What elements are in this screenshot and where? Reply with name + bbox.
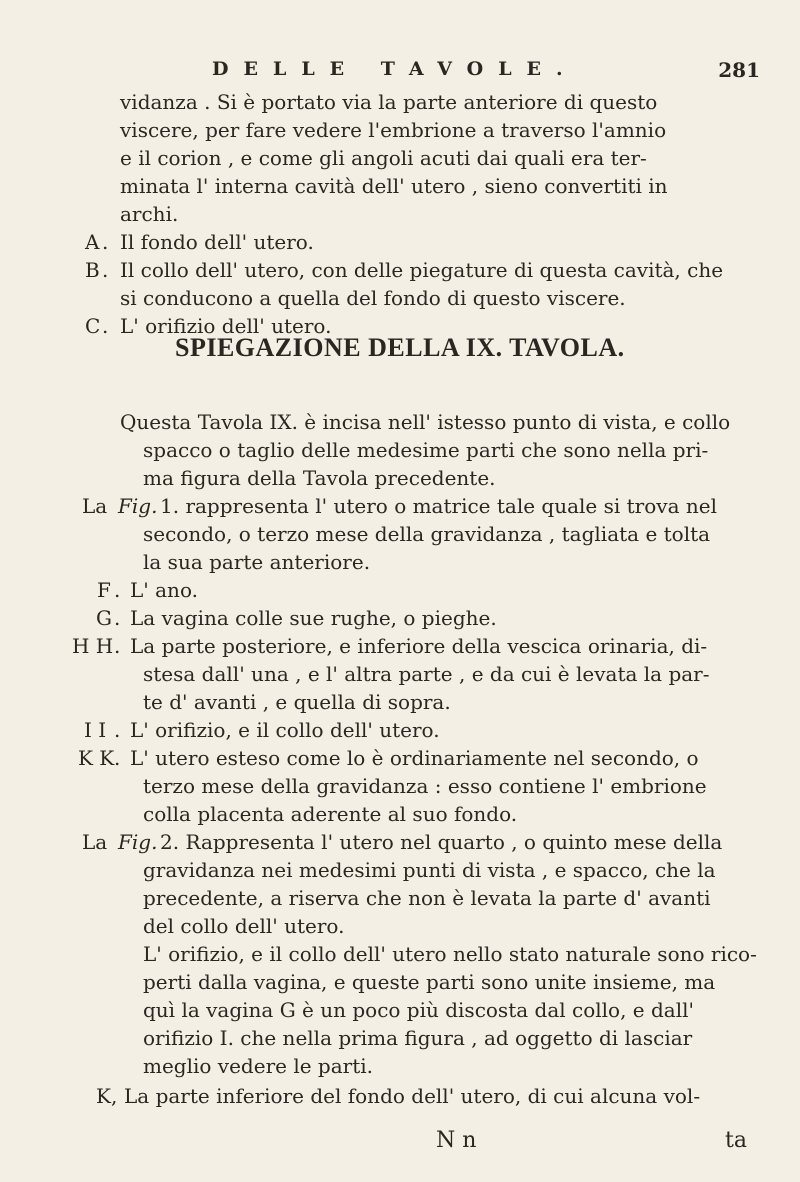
text-line: precedente, a riserva che non è levata la parte d' avanti	[143, 886, 711, 910]
text-line: secondo, o terzo mese della gravidanza , tagliata e tolta	[143, 522, 711, 546]
text-line: vidanza . Si è portato via la parte anteriore di questo	[120, 90, 658, 114]
book-page: DELLE TAVOLE. 281 vidanza . Si è portato via la parte anteriore di questo viscere, per fare vedere l'embrione a traverso l'amnio e il corion , e come gli angoli acuti dai quali era ter- minata l' interna cavità dell' utero , sieno convertiti in archi. A . Il fondo dell' utero. B . Il collo dell' utero, con delle piegature di questa cavità, che si conducono a quella del fondo di questo viscere. C . L' orifizio dell' utero. SPIEGAZIONE DELLA IX. TAVOLA. Questa Tavola IX. è incisa nell' istesso punto di vista, e collo spacco o taglio delle medesime parti che sono nella pri- ma figura della Tavola precedente. La Fig. 1. rappresenta l' utero o matrice tale quale si trova nel secondo, o terzo mese della gravidanza , tagliata e tolta la sua parte anteriore. F . L' ano. G . La vagina colle sue rughe, o pieghe. H H . La parte posteriore, e inferiore della vescica orinaria, di- stesa dall' una , e l' altra parte , e da cui è levata la par- te d' avanti , e quella di sopra. I I . L' orifizio, e il collo dell' utero. K K . L' utero esteso come lo è ordinariamente nel secondo, o terzo mese della gravidanza : esso contiene l' embrione colla placenta aderente al suo fondo. La Fig. 2. Rappresenta l' utero nel quarto , o quinto mese della gravidanza nei medesimi punti di vista , e spacco, che la precedente, a riserva che non è levata la parte d' avanti del collo dell' utero. L' orifizio, e il collo dell' utero nello stato naturale sono rico- perti dalla vagina, e queste parti sono unite insieme, ma quì la vagina G è un poco più discosta dal collo, e dall' orifizio I. che nella prima figura , ad oggetto di lasciar meglio vedere le parti. K , La parte inferiore del fondo dell' utero, di cui alcuna vol- N n ta	[0, 0, 800, 1182]
item-text-hh: te d' avanti , e quella di sopra.	[143, 690, 451, 714]
text-line: la sua parte anteriore.	[143, 550, 371, 574]
text-line: Questa Tavola IX. è incisa nell' istesso punto di vista, e collo	[120, 410, 731, 434]
item-label-kk: K K	[78, 746, 115, 770]
item-text-g: La vagina colle sue rughe, o pieghe.	[130, 606, 497, 630]
text-line: 1. rappresenta l' utero o matrice tale quale si trova nel	[160, 494, 717, 518]
text-line: del collo dell' utero.	[143, 914, 345, 938]
text-line: gravidanza nei medesimi punti di vista , e spacco, che la	[143, 858, 716, 882]
item-text-k: La parte inferiore del fondo dell' utero, di cui alcuna vol-	[124, 1084, 701, 1108]
item-text-kk: colla placenta aderente al suo fondo.	[143, 802, 518, 826]
item-label-f: F	[97, 578, 111, 602]
item-text-hh: La parte posteriore, e inferiore della vescica orinaria, di-	[130, 634, 708, 658]
running-head	[0, 58, 800, 88]
fig-label: Fig.	[118, 830, 158, 854]
text-line: L' orifizio, e il collo dell' utero nello stato naturale sono rico-	[143, 942, 757, 966]
item-text-b: Il collo dell' utero, con delle piegature di questa cavità, che	[120, 258, 724, 282]
item-text-kk: terzo mese della gravidanza : esso contiene l' embrione	[143, 774, 707, 798]
text-line: viscere, per fare vedere l'embrione a traverso l'amnio	[120, 118, 667, 142]
item-text-ii: L' orifizio, e il collo dell' utero.	[130, 718, 440, 742]
text-line: minata l' interna cavità dell' utero , sieno convertiti in	[120, 174, 668, 198]
item-text-kk: L' utero esteso come lo è ordinariamente nel secondo, o	[130, 746, 699, 770]
item-label-k: K	[96, 1084, 111, 1108]
text-line: quì la vagina G è un poco più discosta dal collo, e dall'	[143, 998, 694, 1022]
text-line: e il corion , e come gli angoli acuti dai quali era ter-	[120, 146, 647, 170]
section-title: SPIEGAZIONE DELLA IX. TAVOLA.	[175, 333, 625, 362]
item-text-a: Il fondo dell' utero.	[120, 230, 314, 254]
text-line: perti dalla vagina, e queste parti sono unite insieme, ma	[143, 970, 716, 994]
running-title: DELLE TAVOLE.	[212, 58, 578, 80]
text-line: meglio vedere le parti.	[143, 1054, 373, 1078]
item-text-hh: stesa dall' una , e l' altra parte , e da cui è levata la par-	[143, 662, 710, 686]
item-label-b: B	[85, 258, 100, 282]
item-label-g: G	[96, 606, 112, 630]
text-line: spacco o taglio delle medesime parti che sono nella pri-	[143, 438, 709, 462]
fig-prefix: La	[82, 494, 108, 518]
text-line: orifizio I. che nella prima figura , ad oggetto di lasciar	[143, 1026, 693, 1050]
item-text-b: si conducono a quella del fondo di questo viscere.	[120, 286, 626, 310]
item-label-c: C	[85, 314, 101, 338]
text-line: ma figura della Tavola precedente.	[143, 466, 496, 490]
text-line: 2. Rappresenta l' utero nel quarto , o quinto mese della	[160, 830, 723, 854]
fig-prefix: La	[82, 830, 108, 854]
signature-mark: N n	[436, 1128, 477, 1153]
catchword: ta	[725, 1128, 747, 1153]
item-label-hh: H H	[72, 634, 114, 658]
page-number: 281	[718, 58, 760, 82]
text-line: archi.	[120, 202, 179, 226]
fig-label: Fig.	[118, 494, 158, 518]
item-text-c: L' orifizio dell' utero.	[120, 314, 332, 338]
item-label-a: A	[85, 230, 100, 254]
item-label-ii: I I	[84, 718, 107, 742]
item-text-f: L' ano.	[130, 578, 198, 602]
